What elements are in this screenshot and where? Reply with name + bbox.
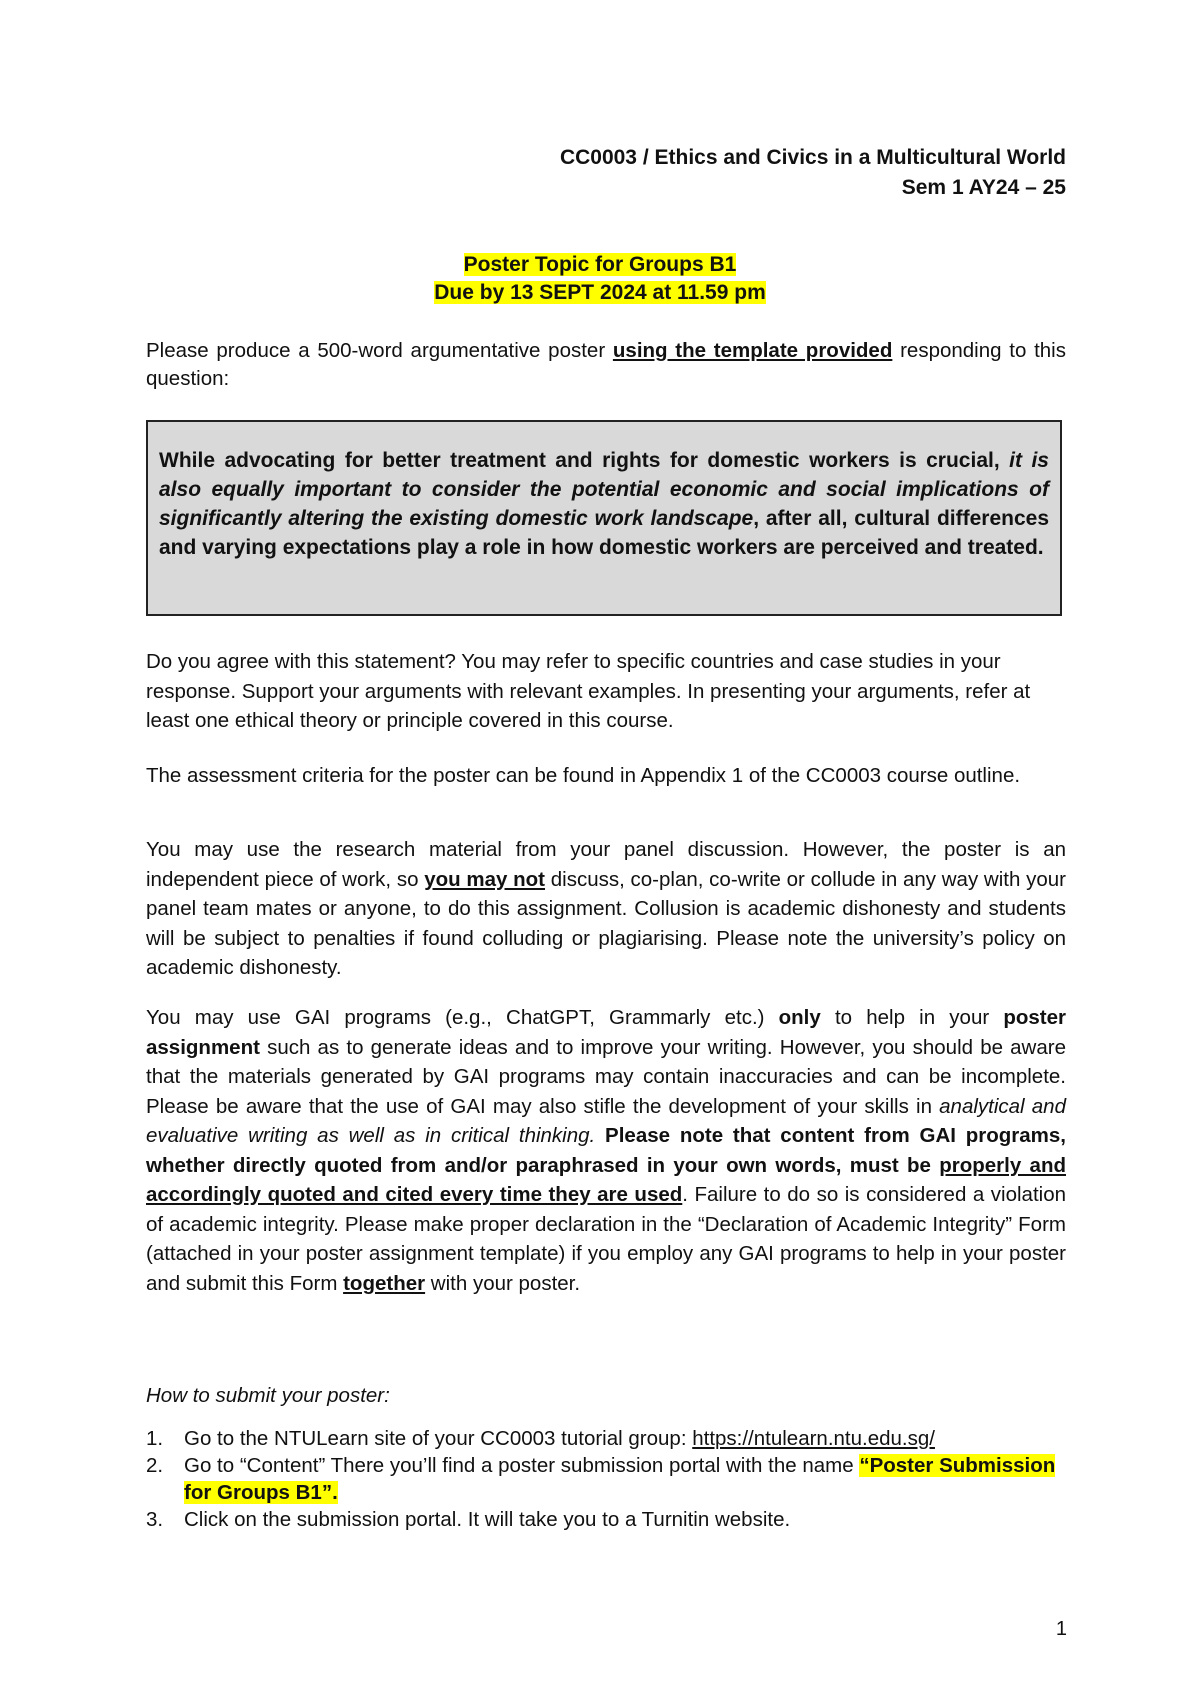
portal-name-highlight: “Poster Submission for Groups B1”.: [184, 1454, 1056, 1504]
criteria-paragraph: The assessment criteria for the poster can be found in Appendix 1 of the CC0003 course outline.: [146, 764, 1021, 787]
intro-paragraph: [146, 337, 1066, 393]
list-item: 2. Go to “Content” There you’ll find a poster submission portal with the name “Poster Submission for Groups B1”.: [146, 1454, 1056, 1504]
intro-text-end: responding to this question:: [146, 339, 1066, 390]
submit-heading: How to submit your poster:: [146, 1384, 390, 1407]
due-date-line: [0, 281, 1200, 305]
page-number: 1: [1055, 1618, 1067, 1640]
due-date: Due by 13 SEPT 2024 at 11.59 pm: [434, 281, 766, 304]
together-emphasis: together: [343, 1271, 426, 1295]
course-title: CC0003 / Ethics and Civics in a Multicultural World: [559, 146, 1066, 169]
research-paragraph: You may use the research material from your panel discussion. However, the poster is an independent piece of work, so you may not discuss, co-plan, co-write or collude in any way with your panel team mates or anyone, to do this assignment. Collusion is academic dishonesty and students will be subject to penalties if found colluding or plagiarising. Please note the university’s policy on academic dishonesty.: [146, 838, 1066, 979]
intro-text: Please produce a 500-word argumentative poster: [146, 339, 613, 362]
list-item: 3. Click on the submission portal. It will take you to a Turnitin website.: [146, 1508, 791, 1531]
only-emphasis: only: [778, 1006, 821, 1029]
agree-paragraph: Do you agree with this statement? You may refer to specific countries and case studies in your response. Support your arguments with relevant examples. In presenting your arguments, refer at least one ethical theory or principle covered in this course.: [146, 650, 1031, 732]
may-not-emphasis: you may not: [424, 867, 546, 891]
skills-italic: analytical and evaluative writing as well as in critical thinking.: [146, 1094, 1066, 1147]
list-item: 1. Go to the NTULearn site of your CC0003 tutorial group: https://ntulearn.ntu.edu.sg/: [146, 1427, 935, 1450]
poster-assignment-emphasis: poster assignment: [146, 1006, 1067, 1059]
question-box: [146, 420, 1062, 616]
topic-title-line: [0, 253, 1200, 277]
semester-label: Sem 1 AY24 – 25: [901, 176, 1066, 199]
gai-paragraph: You may use GAI programs (e.g., ChatGPT, Grammarly etc.) only to help in your poster assignment such as to generate ideas and to improve your writing. However, you should be aware that the materials generated by GAI programs may contain inaccuracies and can be incomplete. Please be aware that the use of GAI may also stifle the development of your skills in analytical and evaluative writing as well as in critical thinking. Please note that content from GAI programs, whether directly quoted from and/or paraphrased in your own words, must be properly and accordingly quoted and cited every time they are used. Failure to do so is considered a violation of academic integrity. Please make proper declaration in the “Declaration of Academic Integrity” Form (attached in your poster assignment template) if you employ any GAI programs to help in your poster and submit this Form together with your poster.: [146, 1006, 1067, 1295]
question-text: While advocating for better treatment and rights for domestic workers is crucial, it is also equally important to consider the potential economic and social implications of significantly altering the existing domestic work landscape, after all, cultural differences and varying expectations play a role in how domestic workers are perceived and treated.: [159, 449, 1049, 559]
gai-citation-note: Please note that content from GAI programs, whether directly quoted from and/or paraphrased in your own words, must be: [146, 1124, 1066, 1177]
cite-every-time-emphasis: properly and accordingly quoted and cited every time they are used: [146, 1153, 1066, 1206]
submit-steps: [146, 1425, 1066, 1533]
ntulearn-link[interactable]: https://ntulearn.ntu.edu.sg/: [692, 1427, 935, 1450]
template-emphasis: using the template provided: [612, 339, 893, 362]
topic-title: Poster Topic for Groups B1: [463, 253, 737, 276]
question-italic: it is also equally important to consider the potential economic and social implications of significantly altering the existing domestic work landscape: [159, 449, 1049, 530]
